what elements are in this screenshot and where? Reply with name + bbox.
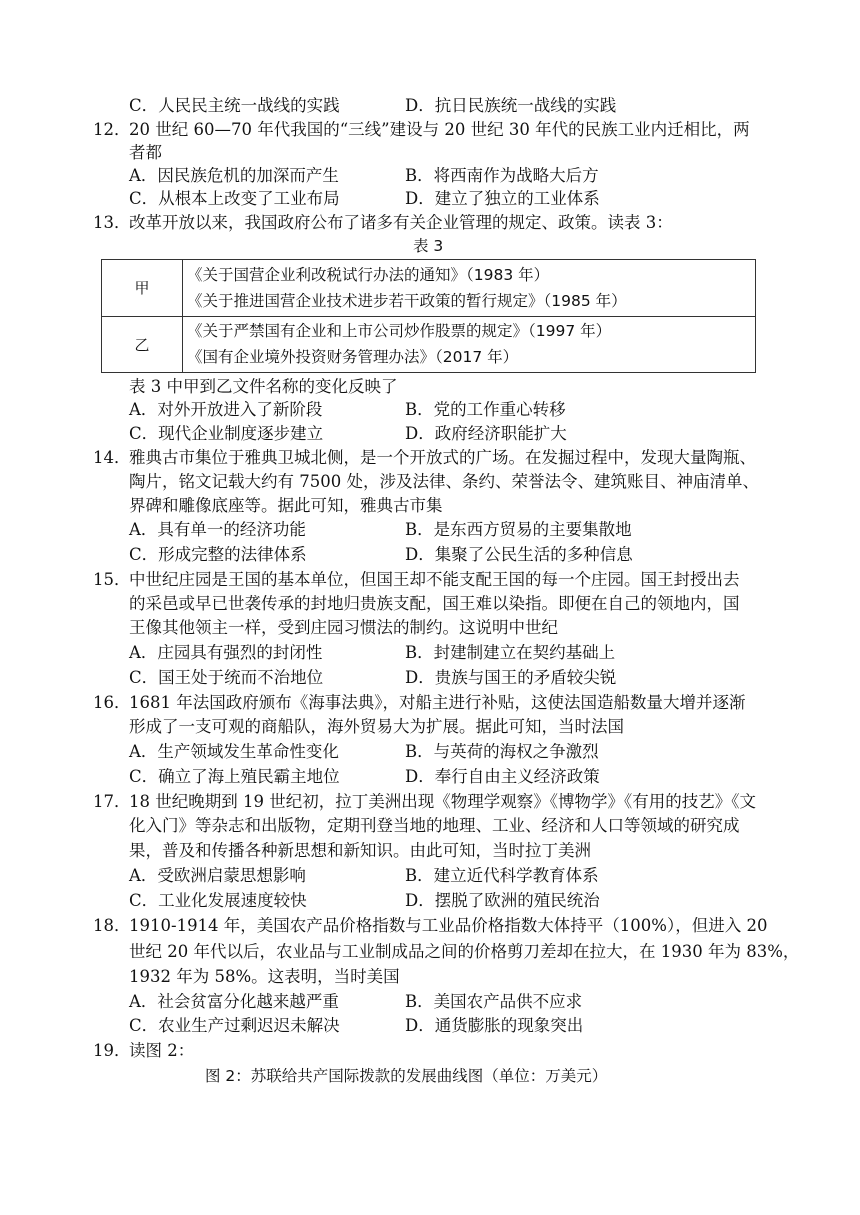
q14-number: 14． [93,448,131,467]
q14-stem-line-1: 雅典古市集位于雅典卫城北侧，是一个开放式的广场。在发掘过程中，发现大量陶瓶、 [129,448,756,467]
q15-option-b: B．封建制建立在契约基础上 [405,643,616,662]
q13-option-d: D．政府经济职能扩大 [405,424,567,443]
table-doc: 《关于国营企业利改税试行办法的通知》（1983 年） [187,265,550,284]
q12-option-b: B．将西南作为战略大后方 [405,166,599,185]
q14-option-c: C．形成完整的法律体系 [129,545,307,564]
q17-option-b: B．建立近代科学教育体系 [405,866,599,885]
q15-option-c: C．国王处于统而不治地位 [129,668,324,687]
q11-option-d: D．抗日民族统一战线的实践 [405,96,617,115]
table-row-docs [183,260,756,317]
table-row-label: 乙 [102,316,183,373]
q18-option-c: C．农业生产过剩迟迟未解决 [129,1016,340,1035]
q13-stem-line-2: 表 3 中甲到乙文件名称的变化反映了 [129,377,398,396]
q15-option-d: D．贵族与国王的矛盾较尖锐 [405,668,617,687]
q16-stem-line-1: 1681 年法国政府颁布《海事法典》，对船主进行补贴，这使法国造船数量大增并逐渐 [129,693,746,712]
q15-option-a: A．庄园具有强烈的封闭性 [129,643,323,662]
q13-option-c: C．现代企业制度逐步建立 [129,424,324,443]
q14-stem-line-2: 陶片，铭文记载大约有 7500 处，涉及法律、条约、荣誉法令、建筑账目、神庙清单、 [129,472,759,491]
q18-option-a: A．社会贫富分化越来越严重 [129,992,339,1011]
q19-number: 19． [93,1041,131,1060]
q17-stem-line-3: 果，普及和传播各种新思想和新知识。由此可知，当时拉丁美洲 [129,841,591,860]
q16-option-c: C．确立了海上殖民霸主地位 [129,767,340,786]
q11-option-c: C．人民民主统一战线的实践 [129,96,340,115]
q16-stem-line-2: 形成了一支可观的商船队，海外贸易大为扩展。据此可知，当时法国 [129,717,624,736]
q13-stem-line-1: 改革开放以来，我国政府公布了诸多有关企业管理的规定、政策。读表 3： [129,213,673,232]
q17-option-c: C．工业化发展速度较快 [129,891,307,910]
table-doc: 《关于严禁国有企业和上市公司炒作股票的规定》（1997 年） [187,322,612,341]
q15-number: 15． [93,570,131,589]
q15-stem-line-3: 王像其他领主一样，受到庄园习惯法的制约。这说明中世纪 [129,618,558,637]
q16-option-b: B．与英荷的海权之争激烈 [405,742,599,761]
q15-stem-line-1: 中世纪庄园是王国的基本单位，但国王却不能支配王国的每一个庄园。国王封授出去 [129,570,740,589]
q13-option-b: B．党的工作重心转移 [405,400,566,419]
q13-number: 13． [93,213,131,232]
q12-option-c: C．从根本上改变了工业布局 [129,189,340,208]
q17-stem-line-2: 化入门》等杂志和出版物，定期刊登当地的地理、工业、经济和人口等领域的研究成 [129,816,740,835]
q14-option-d: D．集聚了公民生活的多种信息 [405,545,633,564]
q17-option-d: D．摆脱了欧洲的殖民统治 [405,891,600,910]
table-row-docs [183,316,756,373]
q12-option-a: A．因民族危机的加深而产生 [129,166,339,185]
table-row [102,260,756,317]
q17-stem-line-1: 18 世纪晚期到 19 世纪初，拉丁美洲出现《物理学观察》《博物学》《有用的技艺》《文 [129,792,756,811]
table-doc: 《关于推进国营企业技术进步若干政策的暂行规定》（1985 年） [187,291,627,310]
table-row [102,316,756,373]
q12-stem-line-1: 20 世纪 60—70 年代我国的“三线”建设与 20 世纪 30 年代的民族工业内迁相比，两 [129,120,750,139]
q12-number: 12． [93,120,131,139]
q19-stem-line-1: 读图 2： [129,1041,195,1060]
table-caption: 表 3 [413,237,444,255]
q14-option-b: B．是东西方贸易的主要集散地 [405,520,632,539]
q18-stem-line-2: 世纪 20 年代以后，农业品与工业制成品之间的价格剪刀差却在拉大，在 1930 年为 83%， [129,942,800,961]
q14-option-a: A．具有单一的经济功能 [129,520,306,539]
q16-option-d: D．奉行自由主义经济政策 [405,767,600,786]
policy-table [101,259,756,373]
q18-stem-line-1: 1910-1914 年，美国农产品价格指数与工业品价格指数大体持平（100%），但进入 20 [129,916,768,935]
q18-option-d: D．通货膨胀的现象突出 [405,1016,584,1035]
table-doc: 《国有企业境外投资财务管理办法》（2017 年） [187,348,519,367]
q17-option-a: A．受欧洲启蒙思想影响 [129,866,306,885]
q18-stem-line-3: 1932 年为 58%。这表明，当时美国 [129,967,400,986]
q13-option-a: A．对外开放进入了新阶段 [129,400,323,419]
q12-option-d: D．建立了独立的工业体系 [405,189,600,208]
q16-number: 16． [93,693,131,712]
q12-stem-line-2: 者都 [129,143,162,162]
q16-option-a: A．生产领域发生革命性变化 [129,742,339,761]
table-row-label: 甲 [102,260,183,317]
q15-stem-line-2: 的采邑或早已世袭传承的封地归贵族支配，国王难以染指。即便在自己的领地内，国 [129,594,740,613]
figure-caption: 图 2：苏联给共产国际拨款的发展曲线图（单位：万美元） [205,1067,608,1085]
q17-number: 17． [93,792,131,811]
q18-option-b: B．美国农产品供不应求 [405,992,583,1011]
q14-stem-line-3: 界碑和雕像底座等。据此可知，雅典古市集 [129,496,443,515]
q18-number: 18． [93,916,131,935]
